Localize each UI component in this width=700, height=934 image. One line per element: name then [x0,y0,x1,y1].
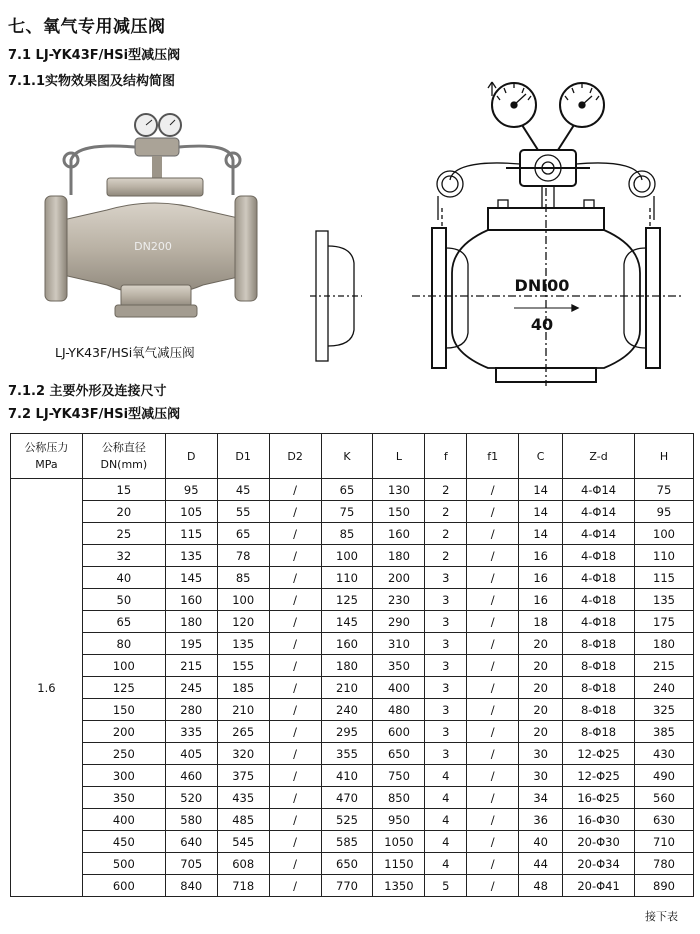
table-cell: 8-Φ18 [563,721,635,743]
table-cell: 180 [321,655,373,677]
table-cell: / [467,655,519,677]
table-cell: 4 [425,831,467,853]
table-cell: 20 [519,655,563,677]
table-cell: 3 [425,589,467,611]
table-cell: 20-Φ41 [563,875,635,897]
table-cell: 65 [82,611,165,633]
table-cell: 105 [165,501,217,523]
table-cell: 195 [165,633,217,655]
table-cell: 950 [373,809,425,831]
table-cell: 3 [425,721,467,743]
table-cell: / [467,545,519,567]
table-cell: 240 [321,699,373,721]
drawing-dn-label: DNI00 [514,276,570,295]
table-cell: 34 [519,787,563,809]
table-cell: 410 [321,765,373,787]
table-cell: 245 [165,677,217,699]
table-cell: 450 [82,831,165,853]
table-cell: 200 [373,567,425,589]
table-cell: 840 [165,875,217,897]
table-cell: 3 [425,567,467,589]
header-D: D [165,434,217,479]
table-row [11,831,694,853]
table-cell: / [269,633,321,655]
table-cell: 4 [425,853,467,875]
table-cell: / [467,831,519,853]
table-row [11,655,694,677]
table-row [11,765,694,787]
table-cell: 355 [321,743,373,765]
table-cell: 320 [217,743,269,765]
header-pressure: 公称压力 MPa [11,434,83,479]
table-cell: 780 [634,853,693,875]
table-cell: 350 [82,787,165,809]
table-cell: 32 [82,545,165,567]
table-cell: 710 [634,831,693,853]
table-cell: 850 [373,787,425,809]
table-row [11,633,694,655]
table-cell: 20-Φ34 [563,853,635,875]
table-cell: / [269,743,321,765]
table-row [11,699,694,721]
table-cell: 180 [373,545,425,567]
photo-caption: LJ-YK43F/HSi氧气减压阀 [55,345,195,360]
table-cell: 3 [425,677,467,699]
table-cell: 325 [634,699,693,721]
table-cell: 460 [165,765,217,787]
table-cell: 520 [165,787,217,809]
table-cell: 230 [373,589,425,611]
table-cell: / [269,523,321,545]
table-cell: 8-Φ18 [563,655,635,677]
table-cell: 110 [634,545,693,567]
table-cell: 78 [217,545,269,567]
table-cell: 400 [373,677,425,699]
table-cell: 150 [373,501,425,523]
table-cell: 14 [519,523,563,545]
table-cell: 30 [519,743,563,765]
table-cell: / [467,765,519,787]
valve-body-marking: DN200 [134,240,172,253]
table-cell: / [269,677,321,699]
header-Zd: Z-d [563,434,635,479]
table-cell: 135 [217,633,269,655]
table-cell: 350 [373,655,425,677]
table-cell: / [467,523,519,545]
table-cell: 500 [82,853,165,875]
table-cell: / [467,567,519,589]
table-cell: 75 [321,501,373,523]
table-cell: 160 [165,589,217,611]
table-cell: 405 [165,743,217,765]
table-cell: 100 [82,655,165,677]
table-cell: 718 [217,875,269,897]
table-cell: 250 [82,743,165,765]
table-cell: / [269,567,321,589]
table-cell: 155 [217,655,269,677]
table-cell: 50 [82,589,165,611]
table-row [11,545,694,567]
table-row [11,809,694,831]
subheading-table-model: 7.2 LJ-YK43F/HSi型减压阀 [8,407,181,422]
table-cell: 180 [165,611,217,633]
table-cell: / [269,831,321,853]
table-cell: / [467,501,519,523]
table-cell: 36 [519,809,563,831]
table-cell: 215 [165,655,217,677]
table-cell: 3 [425,611,467,633]
table-cell: / [467,875,519,897]
table-row [11,589,694,611]
table-row [11,523,694,545]
header-C: C [519,434,563,479]
table-cell: / [269,501,321,523]
table-row [11,677,694,699]
table-cell: 2 [425,545,467,567]
table-cell: 100 [634,523,693,545]
header-dn: 公称直径 DN(mm) [82,434,165,479]
table-cell: 4 [425,765,467,787]
table-row [11,479,694,501]
header-D1: D1 [217,434,269,479]
table-cell: 20-Φ30 [563,831,635,853]
table-cell: 545 [217,831,269,853]
table-cell: 48 [519,875,563,897]
section-heading: 七、氧气专用减压阀 [8,17,166,37]
table-cell: 210 [321,677,373,699]
subheading-figures: 7.1.1实物效果图及结构简图 [8,74,176,89]
table-cell: 20 [519,699,563,721]
table-cell: 335 [165,721,217,743]
table-cell: / [269,611,321,633]
table-cell: 85 [321,523,373,545]
table-cell: 100 [321,545,373,567]
table-cell: 240 [634,677,693,699]
table-cell: 640 [165,831,217,853]
table-cell: 160 [373,523,425,545]
table-cell: 5 [425,875,467,897]
table-cell: 200 [82,721,165,743]
table-cell: 14 [519,479,563,501]
table-cell: 20 [519,721,563,743]
table-cell: 14 [519,501,563,523]
table-cell: 310 [373,633,425,655]
table-cell: 125 [82,677,165,699]
table-cell: 185 [217,677,269,699]
table-cell: 8-Φ18 [563,677,635,699]
table-cell: 265 [217,721,269,743]
table-cell: 4-Φ14 [563,479,635,501]
table-cell: / [467,611,519,633]
table-cell: / [467,677,519,699]
table-cell: 4-Φ14 [563,501,635,523]
table-cell: 85 [217,567,269,589]
table-cell: 30 [519,765,563,787]
table-cell: 1350 [373,875,425,897]
table-cell: / [269,721,321,743]
dimensions-table [10,433,694,897]
table-cell: / [269,699,321,721]
table-cell: 16 [519,545,563,567]
table-cell: 16-Φ30 [563,809,635,831]
header-K: K [321,434,373,479]
table-cell: 75 [634,479,693,501]
table-row [11,611,694,633]
table-cell: 3 [425,655,467,677]
table-row [11,567,694,589]
table-cell: 485 [217,809,269,831]
table-cell: 2 [425,479,467,501]
subheading-model: 7.1 LJ-YK43F/HSi型减压阀 [8,48,181,63]
table-cell: 4-Φ14 [563,523,635,545]
table-cell: 600 [82,875,165,897]
table-cell: 95 [165,479,217,501]
header-L: L [373,434,425,479]
table-cell: 2 [425,501,467,523]
table-cell: 4 [425,809,467,831]
table-cell: / [467,743,519,765]
table-cell: 3 [425,633,467,655]
table-cell: / [467,633,519,655]
header-f: f [425,434,467,479]
table-cell: / [269,545,321,567]
drawing-dim-label: 40 [530,315,554,334]
table-cell: 585 [321,831,373,853]
table-row [11,721,694,743]
table-cell: 4-Φ18 [563,611,635,633]
table-cell: 3 [425,699,467,721]
table-cell: 120 [217,611,269,633]
table-cell: / [269,479,321,501]
table-cell: 40 [82,567,165,589]
table-cell: 650 [373,743,425,765]
table-cell: 490 [634,765,693,787]
table-cell: 125 [321,589,373,611]
table-cell: 3 [425,743,467,765]
table-row [11,875,694,897]
table-cell: / [269,765,321,787]
table-cell: / [269,875,321,897]
table-cell: / [467,853,519,875]
table-cell: 705 [165,853,217,875]
table-cell: 400 [82,809,165,831]
table-cell: 40 [519,831,563,853]
table-cell: 750 [373,765,425,787]
table-cell: 45 [217,479,269,501]
table-cell: 25 [82,523,165,545]
table-cell: 4-Φ18 [563,545,635,567]
header-H: H [634,434,693,479]
table-cell: 16 [519,567,563,589]
table-cell: 608 [217,853,269,875]
table-cell: 160 [321,633,373,655]
table-cell: 110 [321,567,373,589]
table-cell: 20 [519,633,563,655]
table-cell: 8-Φ18 [563,699,635,721]
table-cell: 580 [165,809,217,831]
table-cell: 16 [519,589,563,611]
header-D2: D2 [269,434,321,479]
table-cell: 20 [82,501,165,523]
table-cell: / [467,721,519,743]
table-cell: 600 [373,721,425,743]
table-cell: 210 [217,699,269,721]
table-cell: 16-Φ25 [563,787,635,809]
table-cell: 1050 [373,831,425,853]
structure-drawing [292,68,692,388]
table-cell: 15 [82,479,165,501]
table-cell: / [467,787,519,809]
table-header-row [11,434,694,479]
table-cell: / [269,787,321,809]
table-cell: 2 [425,523,467,545]
table-cell: 12-Φ25 [563,743,635,765]
table-cell: 12-Φ25 [563,765,635,787]
table-cell: 560 [634,787,693,809]
table-cell: / [467,479,519,501]
table-cell: / [269,853,321,875]
table-cell: 8-Φ18 [563,633,635,655]
table-cell: / [269,809,321,831]
table-cell: 1150 [373,853,425,875]
table-cell: 300 [82,765,165,787]
table-cell: 280 [165,699,217,721]
table-cell: 890 [634,875,693,897]
table-cell: 4-Φ18 [563,589,635,611]
valve-photo [35,100,265,335]
table-cell: 18 [519,611,563,633]
pressure-cell: 1.6 [11,479,83,897]
continued-note: 接下表 [645,910,678,923]
table-cell: 525 [321,809,373,831]
table-cell: 385 [634,721,693,743]
table-cell: 770 [321,875,373,897]
table-cell: 145 [165,567,217,589]
table-cell: 295 [321,721,373,743]
table-cell: 44 [519,853,563,875]
table-cell: 135 [634,589,693,611]
table-cell: 135 [165,545,217,567]
table-cell: 95 [634,501,693,523]
table-cell: 55 [217,501,269,523]
table-cell: 375 [217,765,269,787]
table-cell: / [467,699,519,721]
table-cell: 65 [321,479,373,501]
table-cell: 80 [82,633,165,655]
table-cell: 430 [634,743,693,765]
table-cell: 290 [373,611,425,633]
table-cell: 145 [321,611,373,633]
table-row [11,787,694,809]
table-cell: 480 [373,699,425,721]
table-row [11,743,694,765]
table-cell: / [467,589,519,611]
table-cell: 175 [634,611,693,633]
subheading-dimensions: 7.1.2 主要外形及连接尺寸 [8,384,167,399]
table-cell: 115 [165,523,217,545]
table-cell: 630 [634,809,693,831]
table-cell: 130 [373,479,425,501]
table-cell: 150 [82,699,165,721]
table-cell: 115 [634,567,693,589]
table-row [11,853,694,875]
table-cell: 215 [634,655,693,677]
table-cell: 20 [519,677,563,699]
table-cell: / [467,809,519,831]
table-cell: 65 [217,523,269,545]
table-cell: 435 [217,787,269,809]
table-cell: / [269,655,321,677]
table-row [11,501,694,523]
table-cell: / [269,589,321,611]
table-cell: 100 [217,589,269,611]
table-cell: 650 [321,853,373,875]
table-cell: 4 [425,787,467,809]
header-f1: f1 [467,434,519,479]
table-cell: 4-Φ18 [563,567,635,589]
table-cell: 470 [321,787,373,809]
table-cell: 180 [634,633,693,655]
